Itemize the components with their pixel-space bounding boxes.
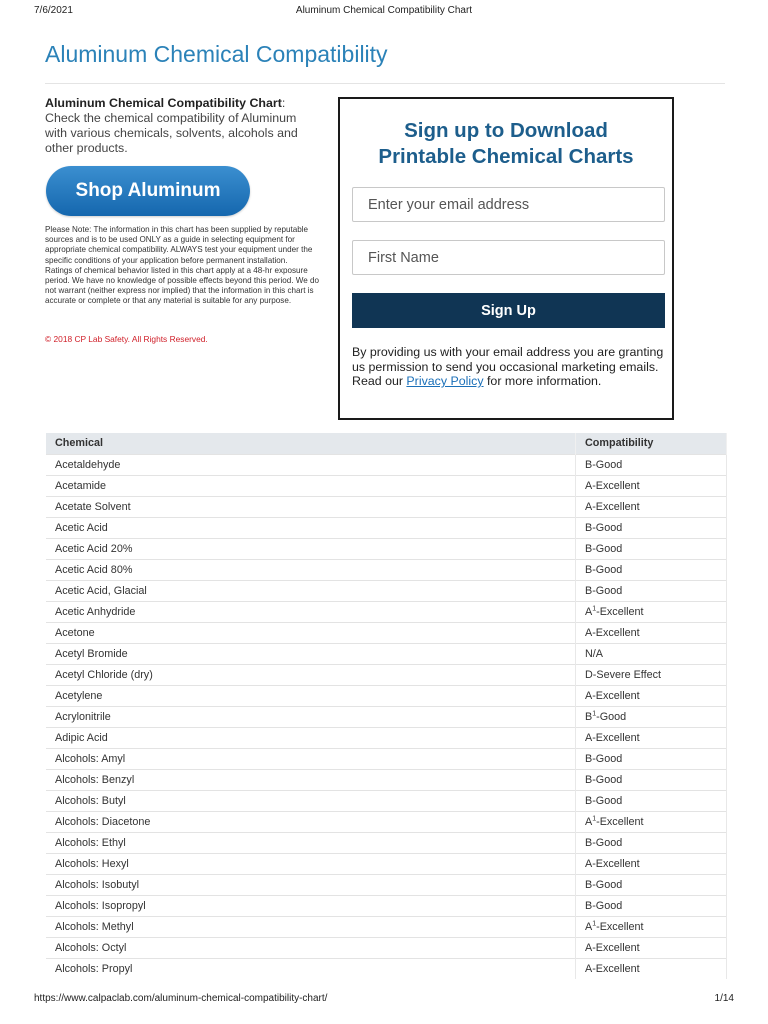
title-divider [45,83,725,84]
table-row [46,706,727,727]
chemical-cell: Alcohols: Octyl [46,937,576,958]
print-date: 7/6/2021 [34,5,73,16]
compatibility-cell [576,559,727,580]
intro-body: : Check the chemical compatibility of Aluminum with various chemicals, solvents, alcohols and other products. [45,96,298,155]
rating-footnote-mark: 1 [592,919,597,927]
chemical-cell: Acetic Acid, Glacial [46,580,576,601]
signup-disclaimer-text: By providing us with your email address you are granting us permission to send you occasional marketing emails. Read our [352,345,664,389]
rating-text: B-Good [585,878,623,891]
compatibility-cell [576,706,727,727]
rating-text: B-Good [585,542,623,555]
chemical-cell: Alcohols: Ethyl [46,832,576,853]
table-row [46,622,727,643]
rating-text: -Excellent [596,605,644,618]
rating-text: A-Excellent [585,941,640,954]
rating-text: A-Excellent [585,857,640,870]
chemical-cell: Acetone [46,622,576,643]
rating-letter: B [585,710,593,723]
compatibility-cell [576,475,727,496]
first-name-field[interactable] [352,240,665,275]
chemical-cell: Alcohols: Isobutyl [46,874,576,895]
table-row [46,580,727,601]
table-row [46,895,727,916]
compatibility-cell [576,538,727,559]
compatibility-cell [576,664,727,685]
chemical-cell: Acetate Solvent [46,496,576,517]
compatibility-cell [576,727,727,748]
table-row [46,937,727,958]
rating-letter: A [585,920,593,933]
chemical-cell: Adipic Acid [46,727,576,748]
compatibility-cell [576,916,727,937]
table-header-row [46,433,727,454]
rating-text: N/A [585,647,603,660]
compatibility-cell [576,853,727,874]
page-title: Aluminum Chemical Compatibility [45,41,388,67]
sign-up-button[interactable]: Sign Up [352,293,665,328]
rating-letter: A [585,605,593,618]
chemical-cell: Acetyl Chloride (dry) [46,664,576,685]
print-header [0,0,768,18]
rating-text: A-Excellent [585,689,640,702]
chemical-cell: Acetyl Bromide [46,643,576,664]
compatibility-cell [576,454,727,475]
chemical-cell: Acetic Acid 20% [46,538,576,559]
chemical-cell: Alcohols: Benzyl [46,769,576,790]
compatibility-cell [576,895,727,916]
table-row [46,517,727,538]
signup-heading-line1: Sign up to Download [404,119,608,142]
chemical-cell: Alcohols: Diacetone [46,811,576,832]
chemical-cell: Acetamide [46,475,576,496]
column-header-compatibility: Compatibility [576,433,727,454]
rating-text: B-Good [585,794,623,807]
chemical-cell: Alcohols: Hexyl [46,853,576,874]
table-row [46,559,727,580]
intro-text [45,96,315,156]
rating-text: B-Good [585,899,623,912]
rating-footnote-mark: 1 [592,814,597,822]
print-url: https://www.calpaclab.com/aluminum-chemical-compatibility-chart/ [34,993,328,1004]
disclaimer-note [45,225,320,307]
compatibility-cell [576,685,727,706]
rating-text: B-Good [585,836,623,849]
rating-text: B-Good [585,458,623,471]
page-number: 1/14 [714,993,734,1004]
chemical-cell: Acetic Anhydride [46,601,576,622]
rating-text: B-Good [585,521,623,534]
rating-text: B-Good [585,752,623,765]
shop-aluminum-button[interactable]: Shop Aluminum [46,166,250,216]
table-row [46,601,727,622]
table-row [46,811,727,832]
disclaimer-paragraph-2: Ratings of chemical behavior listed in this chart apply at a 48-hr exposure period. We have no knowledge of possible effects beyond this period. We do not warrant (neither express nor implied) that the information in this chart is accurate or complete or that any material is suitable for any purpose. [45,265,320,306]
rating-text: B-Good [585,584,623,597]
print-doc-title: Aluminum Chemical Compatibility Chart [295,5,473,16]
rating-text: A-Excellent [585,731,640,744]
table-row [46,643,727,664]
chemical-cell: Acrylonitrile [46,706,576,727]
rating-footnote-mark: 1 [592,604,597,612]
table-row [46,958,727,979]
email-field[interactable] [352,187,665,222]
table-row [46,748,727,769]
compatibility-cell [576,580,727,601]
chemical-cell: Alcohols: Methyl [46,916,576,937]
chemical-cell: Acetaldehyde [46,454,576,475]
rating-text: A-Excellent [585,479,640,492]
table-row [46,832,727,853]
chemical-cell: Alcohols: Propyl [46,958,576,979]
rating-text: A-Excellent [585,500,640,513]
table-row [46,916,727,937]
rating-text: A-Excellent [585,962,640,975]
signup-heading [340,118,672,170]
rating-footnote-mark: 1 [592,709,597,717]
table-row [46,685,727,706]
table-row [46,454,727,475]
rating-text: -Excellent [596,815,644,828]
compatibility-cell [576,811,727,832]
compatibility-cell [576,517,727,538]
compatibility-cell [576,874,727,895]
compatibility-cell [576,601,727,622]
signup-disclaimer-tail: for more information. [483,374,602,389]
compatibility-cell [576,496,727,517]
chemical-cell: Alcohols: Amyl [46,748,576,769]
disclaimer-paragraph-1: Please Note: The information in this chart has been supplied by reputable sources and is to be used ONLY as a guide in selecting equipment for appropriate chemical compatibility. ALWAYS test your equipment under the specific conditions of your application before permanent installation. [45,225,313,265]
compatibility-cell [576,622,727,643]
chemical-cell: Alcohols: Butyl [46,790,576,811]
signup-heading-line2: Printable Chemical Charts [378,145,634,168]
table-row [46,496,727,517]
table-row [46,874,727,895]
compatibility-cell [576,748,727,769]
rating-text: D-Severe Effect [585,668,662,681]
intro-bold: Aluminum Chemical Compatibility Chart [45,96,282,110]
rating-text: B-Good [585,563,623,576]
compatibility-table [46,433,727,979]
table-row [46,769,727,790]
signup-disclaimer [352,345,668,389]
compatibility-cell [576,643,727,664]
copyright-notice: © 2018 CP Lab Safety. All Rights Reserved. [45,334,208,344]
privacy-policy-link[interactable]: Privacy Policy [406,374,484,389]
compatibility-cell [576,958,727,979]
compatibility-cell [576,832,727,853]
rating-text: B-Good [585,773,623,786]
table-row [46,475,727,496]
chemical-cell: Acetic Acid [46,517,576,538]
table-row [46,664,727,685]
chemical-cell: Alcohols: Isopropyl [46,895,576,916]
rating-text: -Good [596,710,627,723]
table-row [46,727,727,748]
compatibility-cell [576,937,727,958]
column-header-chemical: Chemical [46,433,576,454]
rating-text: -Excellent [596,920,644,933]
compatibility-cell [576,790,727,811]
table-row [46,538,727,559]
compatibility-cell [576,769,727,790]
table-row [46,853,727,874]
table-row [46,790,727,811]
chemical-cell: Acetylene [46,685,576,706]
chemical-cell: Acetic Acid 80% [46,559,576,580]
rating-text: A-Excellent [585,626,640,639]
rating-letter: A [585,815,593,828]
signup-panel [338,97,674,420]
